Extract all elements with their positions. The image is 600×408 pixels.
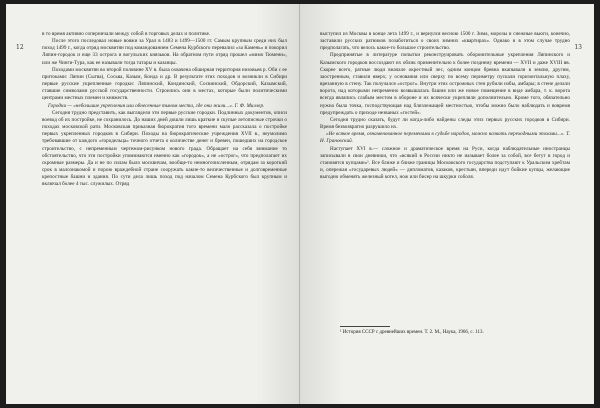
right-page-number: 13 (574, 44, 582, 51)
left-page-body (42, 31, 287, 188)
paragraph: Сегодня трудно сказать, будут ли когда-либо найдены следы этих первых русских городков в Сибири. Время безвозвратно разрушило их. (320, 116, 570, 131)
paragraph: Походами москвитян во второй половине XV в. была охвачена обширная территория низовьев р. Оби с ее притоками: Ляпин (Сыгва), Сосьва, Казым, Конда и др. В результате этих походов и возникли в Сибири первые русские укрепленные городки: Ляпинский, Кондинский, Сосвинский, Обдорский, Казымский, ставшие символами русской государственности. Строились они в местах, которые были политическими центрами местных племен и княжеств. (42, 66, 287, 102)
paragraph: Предпринятые в литературе попытки реконструировать оборонительные укрепления Ляпинского и Казымского городков воссоздают их облик применительно к более позднему времени — XVII и даже XVIII вв. Скорее всего, ратные люди вначале окрестный лес, одним концом бревна вкапывали в землю, другим, заостренным, ставили вверх; у основания или сверху по всему периметру пускали горизонтальную плаху, врезанную в стену. Так получался «острог». Внутри этих острожных стен рубили избы, амбары; в стене делали ворота, над которыми непременно возвышалась башня или же новое помещение в виде амбара, т. к. ворота всегда являлись слабым местом в обороне и их всячески укрепляли дополнительно. Кроме того, обязательно нужна была точка, господствующая над близлежащей местностью, чтобы можно было наблюдать и вовремя предупреждать о приходе незваных «гостей». (320, 52, 570, 116)
right-page (300, 4, 594, 404)
footnote-rule (340, 326, 390, 327)
book-spread (6, 4, 594, 404)
left-page (6, 4, 300, 404)
paragraph: выступил из Москвы в конце лета 1499 г., и вернулся весною 1500 г. Зима, морозы и снежные вьюги, конечно, заставили русских ратников позаботиться о своих зимних «квартирах». Однако и в этом случае трудно предполагать, что велось какое-то большое строительство. (320, 31, 570, 52)
paragraph: Наступает XVI в.— сложное и драматическое время на Руси, когда наблюдательные иностранцы записывали в свои дневники, что «всякий в России никто не называет более за собой, все бегут в город и становятся купцами»¹. Все ближе и ближе границы Московского государства подступают к Уральским хребтам и, опережая «государевых людей» — дипломатов, казаков, крестьян, впереди идут бойкие купцы, желающие выгодно обменять железный котел, нож или бисер на шкурки соболя. (320, 145, 570, 181)
paragraph: в то время активно соперничали между собой в торговых делах и политике. (42, 31, 211, 37)
left-page-number: 12 (16, 44, 24, 51)
epigraph: «Не всякое время, ознаменованное переменами в судьбе народов, можно назвать переходными эпохами...». Т. Н. Грановский. (320, 131, 570, 145)
paragraph: После этого последовал новые вояжи за Урал в 1483 и 1499—1500 гг. Самым крупным среди них был поход 1499 г., когда отряд москвитян под командованием Семена Курбского перевалил «за Камень» и покорил Ляпин-городок и еще 33 острога и вогульских князьков. На обратном пути отряд прошел «мимо Тюмени», или же Чинги-Тура, как ее называли тогда татары и казанцы. (42, 38, 287, 66)
footnote: ¹ История СССР с древнейших времен. Т. 2. М., Наука, 1966, с. 113. (340, 330, 484, 335)
right-page-body (320, 31, 570, 181)
paragraph: Сегодня трудно представить, как выглядели эти первые русские городки. Подлинных документов, описи воевод об их постройке, не сохранилось. До наших дней дошли лишь краткие и скупые летописные строчки о походах московской рати. Московская приказная бюрократия того времени мало рассказала о постройке первых укрепленных городков в Сибири. Походы на бюрократические учреждения XVII в., неумолимо требовавшие от каждого «городельца» точного отчета о количестве денег и бревен, пошедших на городское строительство, с непременным чертежом-рисунком нового града. Обращает на себя внимание то обстоятельство, что эти постройки упоминаются именно как «городок», а не «острог», что предполагает их скромные размеры. Да и не по силам было москвичам, вообще-то немногочисленным, отрядам за короткий срок в малознакомой и порою враждебной стране сооружать какие-то величественные и долговременные крепостные башни и здания. По сути дела лишь поход под началом Семена Курбского был крупным и включал более 4 тыс. служилых. Отряд (42, 109, 287, 188)
epigraph: Городки — «небольшие укрепления или обнесенные тыном места, где они жили...». Г. Ф. Миллер. (48, 102, 265, 109)
